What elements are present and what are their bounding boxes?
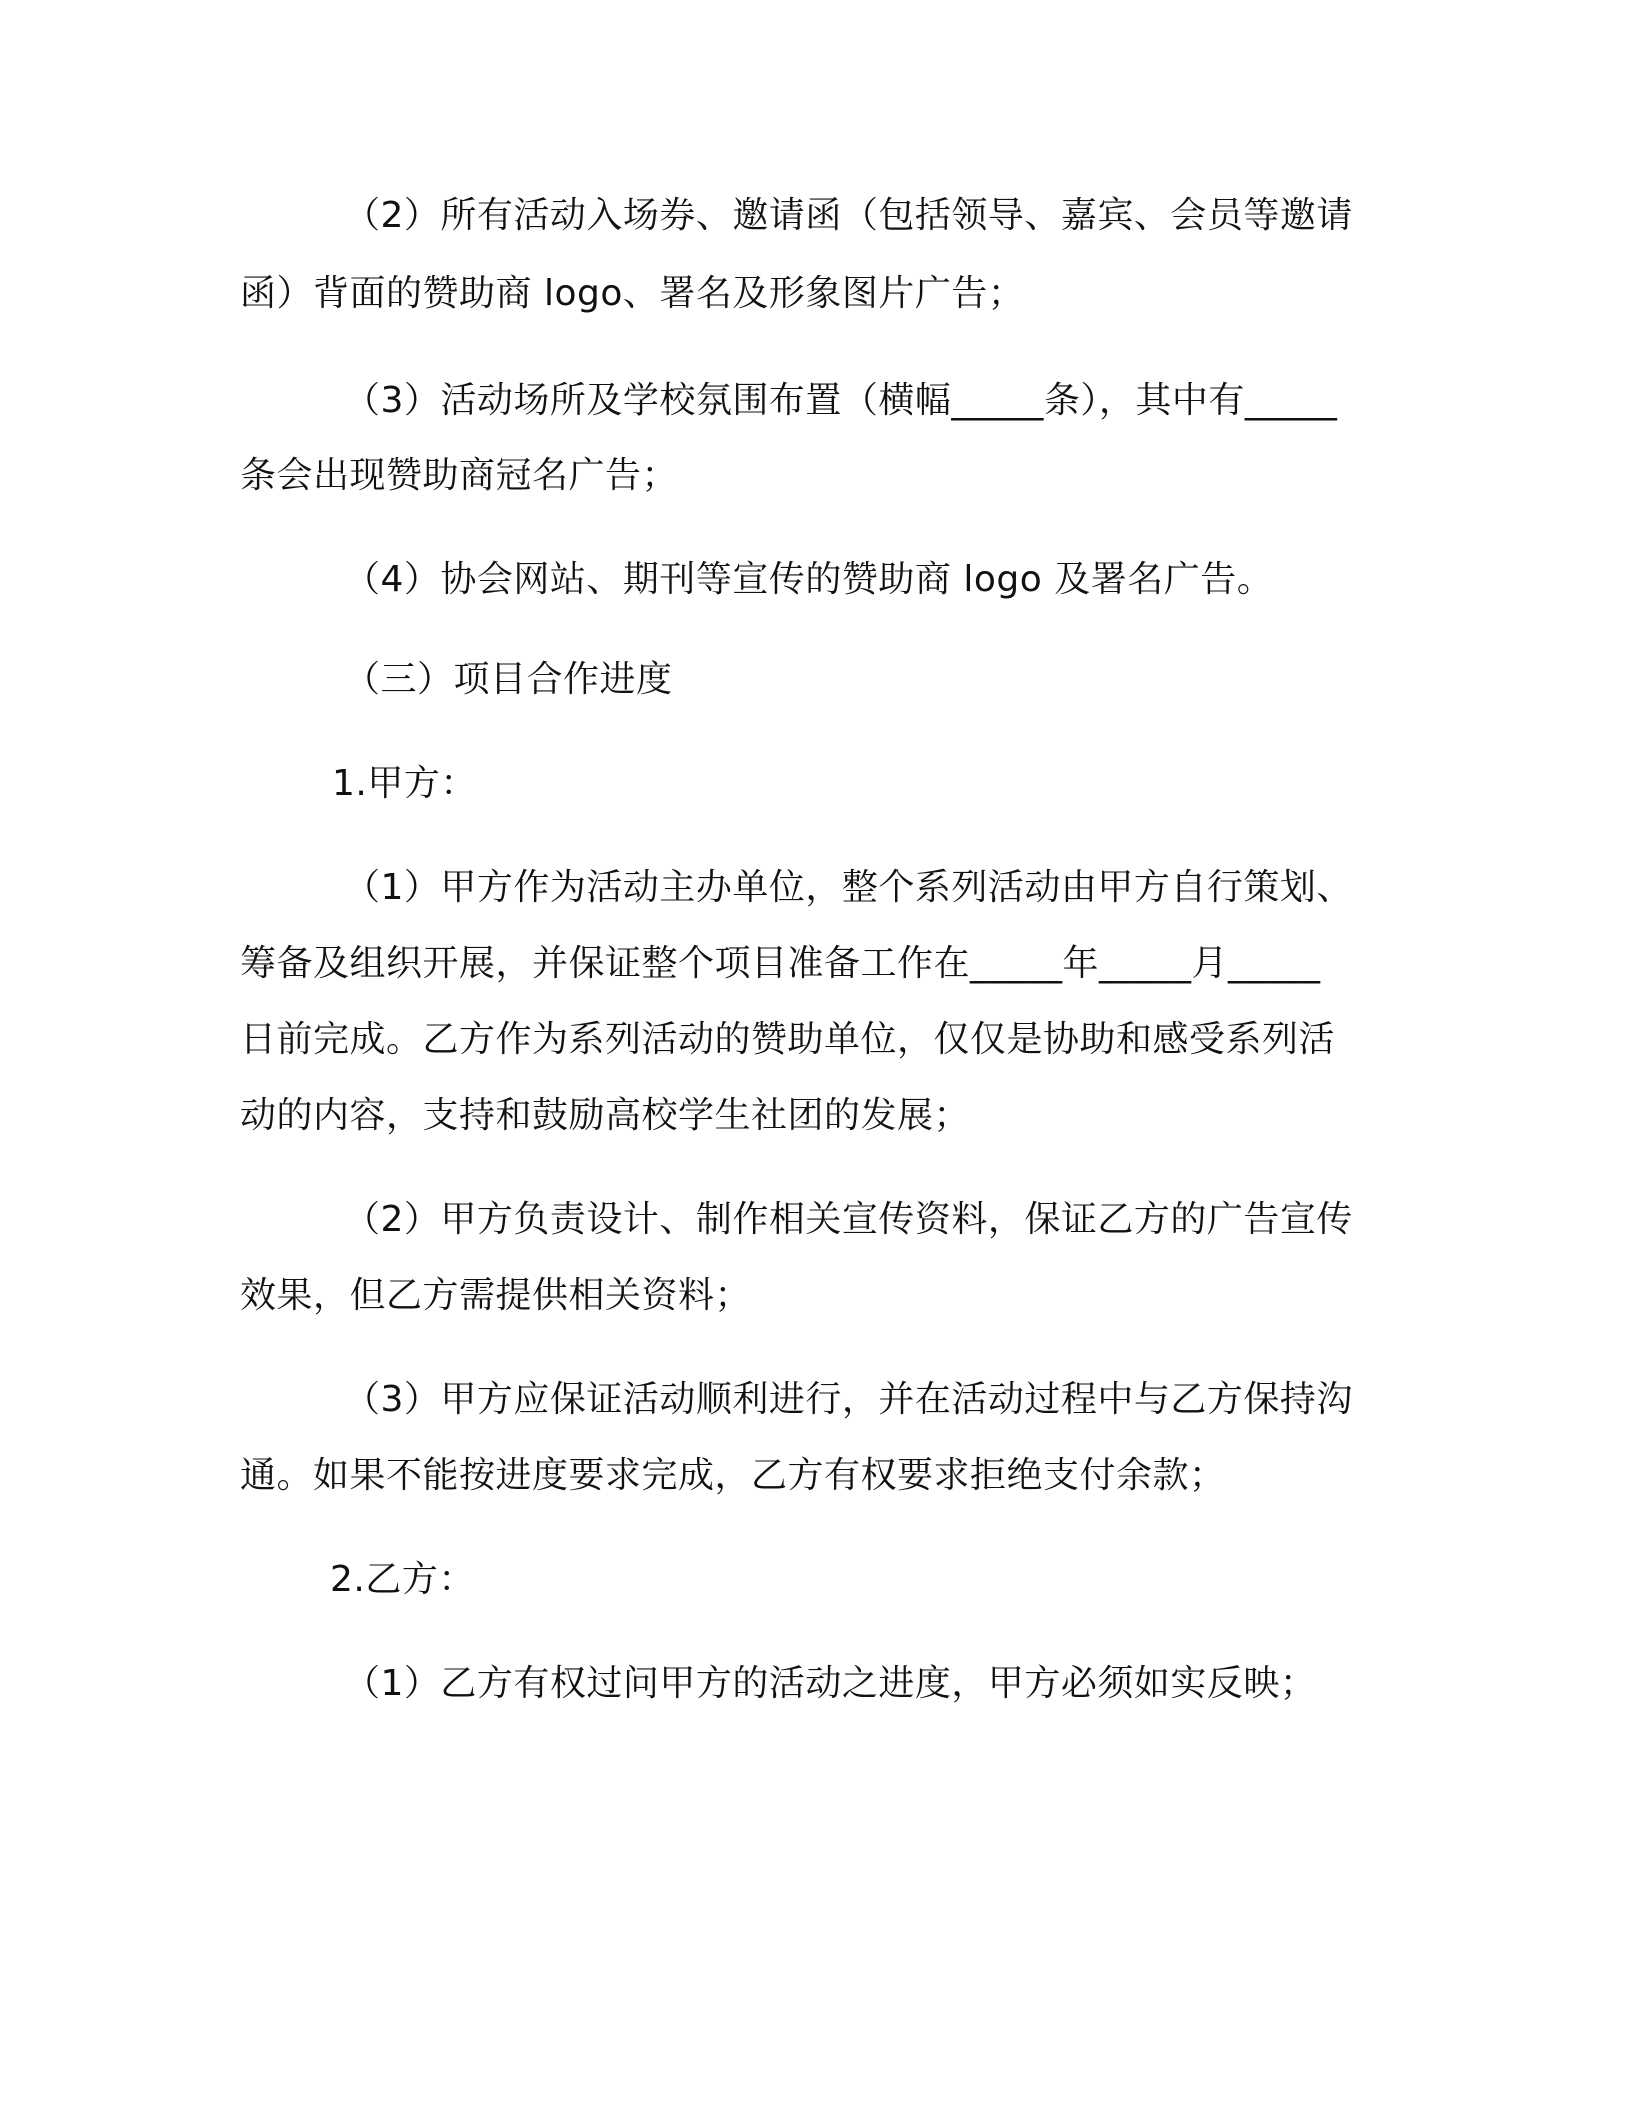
paragraph-4-line-1: （4）协会网站、期刊等宣传的赞助商 logo 及署名广告。: [344, 559, 1274, 600]
party-a-item-1-line-4: 动的内容，支持和鼓励高校学生社团的发展；: [240, 1095, 971, 1136]
party-a-heading: 1.甲方：: [332, 763, 477, 804]
party-b-item-1-line-1: （1）乙方有权过问甲方的活动之进度，甲方必须如实反映；: [344, 1663, 1317, 1704]
party-b-heading: 2.乙方：: [330, 1559, 475, 1600]
party-a-item-1-line-1: （1）甲方作为活动主办单位，整个系列活动由甲方自行策划、: [344, 867, 1353, 908]
party-a-item-1-line-3: 日前完成。乙方作为系列活动的赞助单位，仅仅是协助和感受系列活: [240, 1019, 1336, 1060]
paragraph-3-line-1: （3）活动场所及学校氛围布置（横幅_____条），其中有_____: [344, 380, 1338, 421]
paragraph-2-line-2: 函）背面的赞助商 logo、署名及形象图片广告；: [240, 273, 1025, 314]
party-a-item-1-line-2: 筹备及组织开展，并保证整个项目准备工作在_____年_____月_____: [240, 943, 1321, 984]
party-a-item-3-line-2: 通。如果不能按进度要求完成，乙方有权要求拒绝支付余款；: [240, 1455, 1226, 1496]
paragraph-3-line-2: 条会出现赞助商冠名广告；: [240, 455, 679, 496]
party-a-item-3-line-1: （3）甲方应保证活动顺利进行，并在活动过程中与乙方保持沟: [344, 1379, 1353, 1420]
party-a-item-2-line-1: （2）甲方负责设计、制作相关宣传资料，保证乙方的广告宣传: [344, 1199, 1353, 1240]
party-a-item-2-line-2: 效果，但乙方需提供相关资料；: [240, 1275, 752, 1316]
section-heading: （三）项目合作进度: [344, 659, 673, 700]
paragraph-2-line-1: （2）所有活动入场券、邀请函（包括领导、嘉宾、会员等邀请: [344, 195, 1353, 236]
